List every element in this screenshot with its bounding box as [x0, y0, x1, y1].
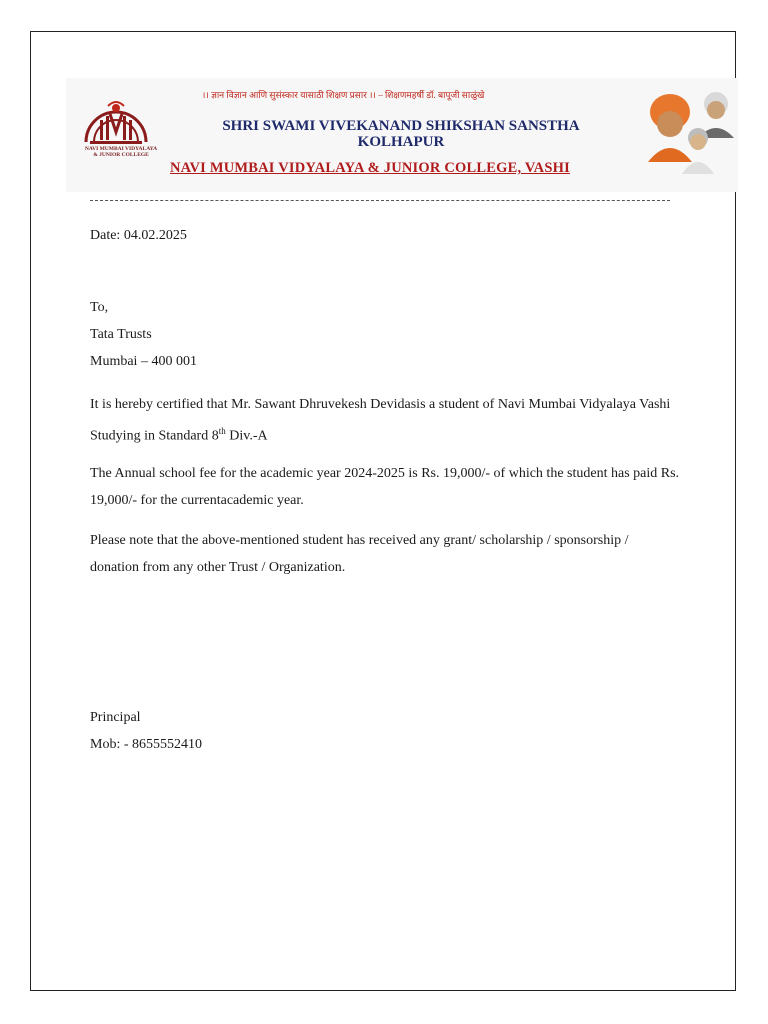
letter-date: Date: 04.02.2025 — [90, 228, 187, 243]
certification-text: It is hereby certified that Mr. Sawant Dhruvekesh Devidasis a student of Navi Mumbai Vidyalaya Vashi Studying in Standard 8 — [90, 397, 671, 444]
signatory-mobile: Mob: - 8655552410 — [90, 737, 202, 752]
signatory-title: Principal — [90, 710, 141, 725]
tagline: ।। ज्ञान विज्ञान आणि सुसंस्कार यासाठी शिक्षण प्रसार ।। – शिक्षणमहर्षी डॉ. बापूजी साळुंखे — [202, 90, 485, 100]
divider-line — [90, 200, 670, 201]
logo-caption-line1: NAVI MUMBAI VIDYALAYA — [84, 146, 158, 152]
standard-suffix: th — [218, 426, 226, 436]
school-name: NAVI MUMBAI VIDYALAYA & JUNIOR COLLEGE, VASHI — [170, 160, 570, 176]
grant-note-paragraph: Please note that the above-mentioned student has received any grant/ scholarship / sponsorship / donation from any other Trust / Organization. — [90, 533, 629, 575]
letterhead — [66, 78, 738, 192]
fee-paragraph: The Annual school fee for the academic year 2024-2025 is Rs. 19,000/- of which the student has paid Rs. 19,000/- for the currentacademic year. — [90, 466, 680, 508]
certification-paragraph — [90, 391, 680, 450]
trust-name-line1: SHRI SWAMI VIVEKANAND SHIKSHAN SANSTHA — [222, 118, 580, 134]
recipient-name: Tata Trusts — [90, 327, 152, 342]
logo-caption — [66, 146, 176, 158]
trust-name — [186, 118, 616, 150]
recipient-address: Mumbai – 400 001 — [90, 354, 197, 369]
logo-caption-line2: & JUNIOR COLLEGE — [93, 152, 149, 158]
founder-portraits-image — [634, 78, 738, 192]
division-text: Div.-A — [225, 428, 268, 444]
school-logo-icon — [80, 92, 152, 146]
salutation-to: To, — [90, 300, 109, 315]
trust-name-line2: KOLHAPUR — [357, 134, 445, 150]
